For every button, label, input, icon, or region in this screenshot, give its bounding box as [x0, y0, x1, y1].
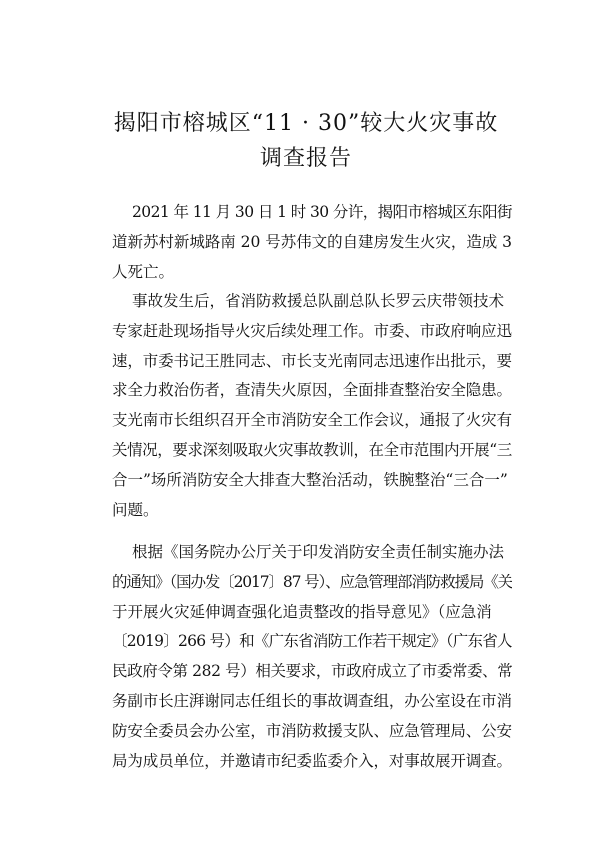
text-line: 专家赶赴现场指导火灾后续处理工作。市委、市政府响应迅 — [112, 321, 512, 340]
text-line: 人死亡。 — [112, 262, 175, 281]
text-line: 问题。 — [112, 500, 159, 519]
text-line: 道新苏村新城路南 20 号苏伟文的自建房发生火灾，造成 3 — [112, 232, 512, 251]
text-line: 根据《国务院办公厅关于印发消防安全责任制实施办法 — [132, 543, 505, 561]
text-line: 民政府令第 282 号）相关要求，市政府成立了市委常委、常 — [112, 662, 512, 681]
text-line: 务副市长庄湃谢同志任组长的事故调查组，办公室设在市消 — [112, 691, 512, 710]
paragraph-incident-summary — [112, 198, 512, 287]
title-line-2: 调查报告 — [259, 146, 352, 171]
text-line: 合一”场所消防安全大排查大整治活动，铁腕整治“三合一” — [112, 470, 508, 489]
text-line: 事故发生后，省消防救援总队副总队长罗云庆带领技术 — [132, 292, 505, 310]
text-line: 速，市委书记王胜同志、市长支光南同志迅速作出批示，要 — [112, 351, 512, 370]
text-line: 求全力救治伤者，查清失火原因，全面排查整治安全隐患。 — [112, 381, 512, 400]
text-line: 的通知》（国办发〔2017〕87 号）、应急管理部消防救援局《关 — [112, 572, 512, 591]
paragraph-legal-basis — [112, 538, 512, 776]
text-line: 支光南市长组织召开全市消防安全工作会议，通报了火灾有 — [112, 411, 512, 430]
text-line: 〔2019〕266 号）和《广东省消防工作若干规定》（广东省人 — [112, 632, 512, 651]
paragraph-response — [112, 287, 512, 525]
text-line: 局为成员单位，并邀请市纪委监委介入，对事故展开调查。 — [112, 751, 512, 770]
text-line: 防安全委员会办公室，市消防救援支队、应急管理局、公安 — [112, 721, 512, 740]
text-line: 关情况，要求深刻吸取火灾事故教训，在全市范围内开展“三 — [112, 440, 512, 459]
title-line-1: 揭阳市榕城区“11 · 30”较大火灾事故 — [113, 111, 499, 136]
text-line: 于开展火灾延伸调查强化追责整改的指导意见》（应急消 — [112, 602, 492, 621]
text-line: 2021 年 11 月 30 日 1 时 30 分许，揭阳市榕城区东阳街 — [132, 203, 512, 221]
